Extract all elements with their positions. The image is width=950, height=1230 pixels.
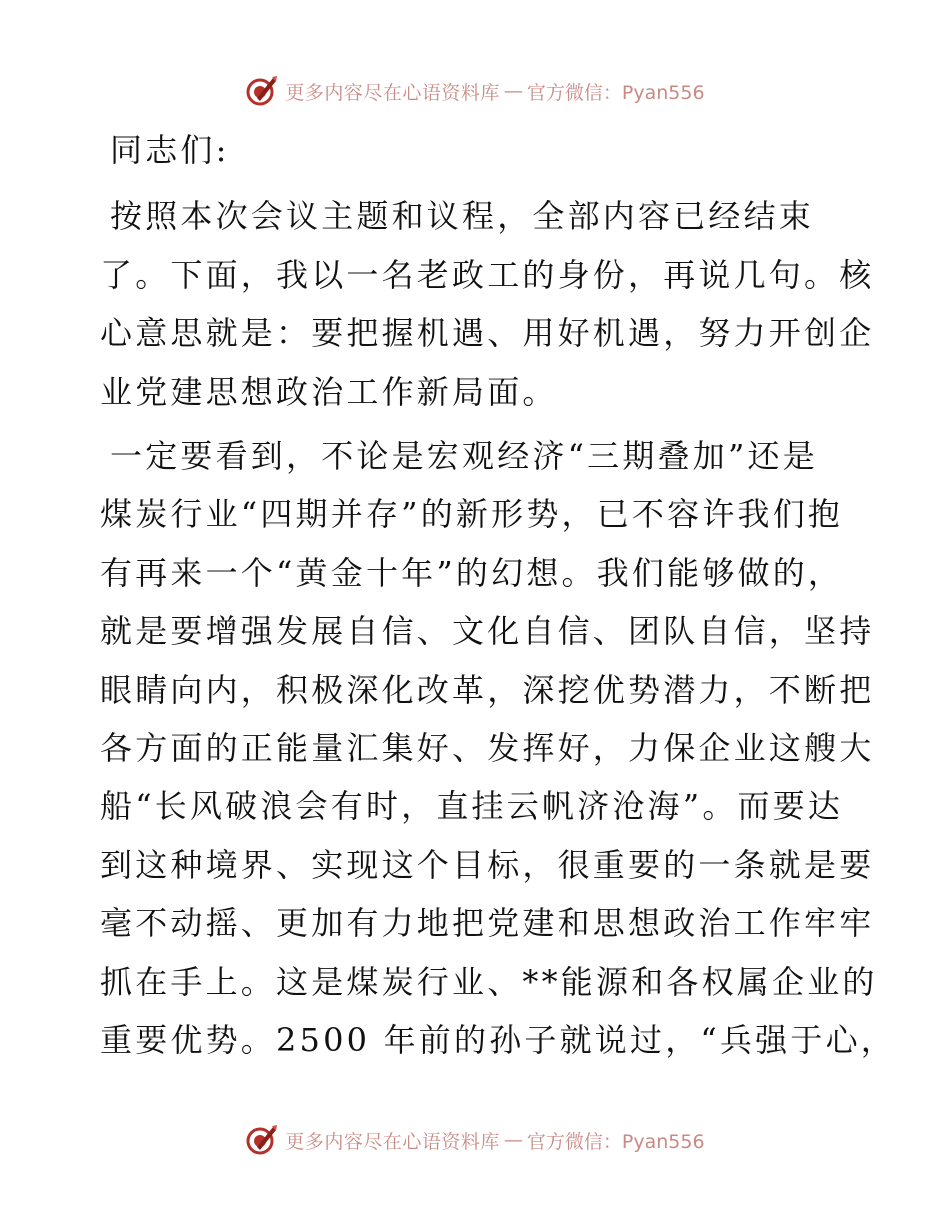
document-body <box>100 121 896 1076</box>
paragraph-2-line: 眼睛向内，积极深化改革，深挖优势潜力，不断把 <box>100 670 875 709</box>
footer-wechat-text: 官方微信：Pyan556 <box>526 1130 705 1153</box>
paragraph-1-line: 业党建思想政治工作新局面。 <box>100 372 558 411</box>
paragraph-2-line: 重要优势。2500 年前的孙子就说过，“兵强于心， <box>100 1021 896 1060</box>
paragraph-2-line: 抓在手上。这是煤炭行业、**能源和各权属企业的 <box>100 962 878 1001</box>
paragraph-1 <box>100 187 875 421</box>
paragraph-2-line: 各方面的正能量汇集好、发挥好，力保企业这艘大 <box>100 729 875 768</box>
header-separator: — <box>503 80 523 102</box>
salutation: 同志们: <box>110 131 230 169</box>
brand-logo-icon <box>245 74 279 108</box>
paragraph-1-line: 心意思就是：要把握机遇、用好机遇，努力开创企 <box>100 314 875 353</box>
header-wechat-text: 官方微信：Pyan556 <box>526 81 705 104</box>
footer-separator: — <box>503 1129 523 1151</box>
header-site-text: 更多内容尽在心语资料库 <box>285 81 500 104</box>
paragraph-1-line: 按照本次会议主题和议程，全部内容已经结束 <box>110 197 815 236</box>
paragraph-1-line: 了。下面，我以一名老政工的身份，再说几句。核 <box>100 255 875 294</box>
brand-logo-icon <box>245 1123 279 1157</box>
footer-site-text: 更多内容尽在心语资料库 <box>285 1130 500 1153</box>
paragraph-2-line: 到这种境界、实现这个目标，很重要的一条就是要 <box>100 845 875 884</box>
header-banner <box>0 71 950 111</box>
paragraph-2-line: 煤炭行业“四期并存”的新形势，已不容许我们抱 <box>100 495 844 534</box>
paragraph-2-line: 就是要增强发展自信、文化自信、团队自信，坚持 <box>100 612 875 651</box>
footer-banner <box>0 1120 950 1160</box>
paragraph-2-line: 有再来一个“黄金十年”的幻想。我们能够做的， <box>100 553 844 592</box>
paragraph-2-line: 毫不动摇、更加有力地把党建和思想政治工作牢牢 <box>100 904 875 943</box>
paragraph-2 <box>100 427 896 1069</box>
paragraph-2-line: 船“长风破浪会有时，直挂云帆济沧海”。而要达 <box>100 787 844 826</box>
paragraph-2-line: 一定要看到，不论是宏观经济“三期叠加”还是 <box>110 437 818 476</box>
